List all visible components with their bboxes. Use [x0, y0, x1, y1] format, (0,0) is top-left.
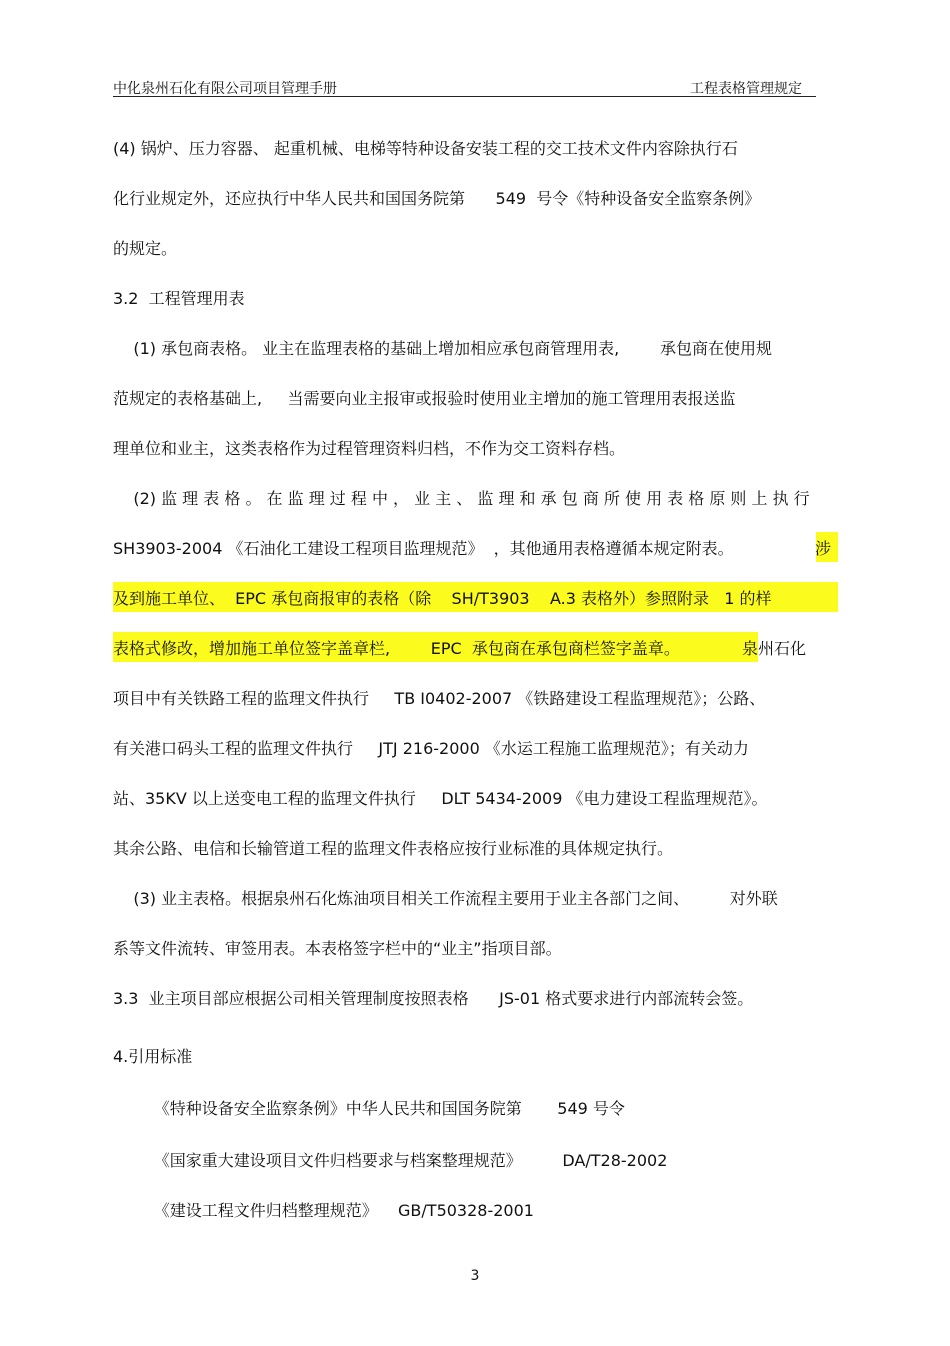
page-number: 3: [470, 1268, 480, 1284]
section-heading: 3.3 业主项目部应根据公司相关管理制度按照表格 JS-01 格式要求进行内部流转会签。: [113, 989, 754, 1008]
text-line: 范规定的表格基础上, 当需要向业主报审或报验时使用业主增加的施工管理用表报送监: [113, 389, 736, 408]
text-line: (3) 业主表格。根据泉州石化炼油项目相关工作流程主要用于业主各部门之间、 对外联: [113, 889, 778, 908]
reference-item: 《建设工程文件归档整理规范》 GB/T50328-2001: [113, 1201, 534, 1220]
text-line: 泉州石化: [742, 639, 807, 658]
text-line: 系等文件流转、审签用表。本表格签字栏中的“业主”指项目部。: [113, 939, 562, 958]
highlighted-text: 及到施工单位、 EPC 承包商报审的表格（除 SH/T3903 A.3 表格外）参照附录 1 的样: [113, 589, 772, 608]
highlighted-text: 涉: [815, 539, 832, 558]
text-line: 化行业规定外，还应执行中华人民共和国国务院第 549 号令《特种设备安全监察条例》: [113, 189, 761, 208]
section-heading: 4.引用标准: [113, 1047, 193, 1066]
header-manual-title: 中化泉州石化有限公司项目管理手册: [113, 81, 337, 97]
text-line: 项目中有关铁路工程的监理文件执行 TB I0402-2007 《铁路建设工程监理规范》；公路、: [113, 689, 766, 708]
text-line: (4) 锅炉、压力容器、 起重机械、电梯等特种设备安装工程的交工技术文件内容除执行石: [113, 139, 738, 158]
text-line: (1) 承包商表格。 业主在监理表格的基础上增加相应承包商管理用表, 承包商在使用规: [113, 339, 772, 358]
text-line: 其余公路、电信和长输管道工程的监理文件表格应按行业标准的具体规定执行。: [113, 839, 674, 858]
highlighted-text: 表格式修改，增加施工单位签字盖章栏, EPC 承包商在承包商栏签字盖章。: [113, 639, 680, 658]
section-heading: 3.2 工程管理用表: [113, 289, 245, 308]
text-line: 站、35KV 以上送变电工程的监理文件执行 DLT 5434-2009 《电力建设工程监理规范》。: [113, 789, 768, 808]
header-section-title: 工程表格管理规定: [690, 81, 802, 97]
text-line: 有关港口码头工程的监理文件执行 JTJ 216-2000 《水运工程施工监理规范》；有关动力: [113, 739, 749, 758]
text-line: SH3903-2004 《石油化工建设工程项目监理规范》 ，其他通用表格遵循本规定附表。: [113, 539, 734, 558]
page-header: [113, 74, 816, 97]
text-line: 理单位和业主，这类表格作为过程管理资料归档，不作为交工资料存档。: [113, 439, 626, 458]
text-line: (2) 监 理 表 格 。 在 监 理 过 程 中 ， 业 主 、 监 理 和 承 包 商 所 使 用 表 格 原 则 上 执 行: [113, 489, 810, 508]
reference-item: 《特种设备安全监察条例》中华人民共和国国务院第 549 号令: [113, 1099, 625, 1118]
reference-item: 《国家重大建设项目文件归档要求与档案整理规范》 DA/T28-2002: [113, 1151, 668, 1170]
text-line: 的规定。: [113, 239, 178, 258]
